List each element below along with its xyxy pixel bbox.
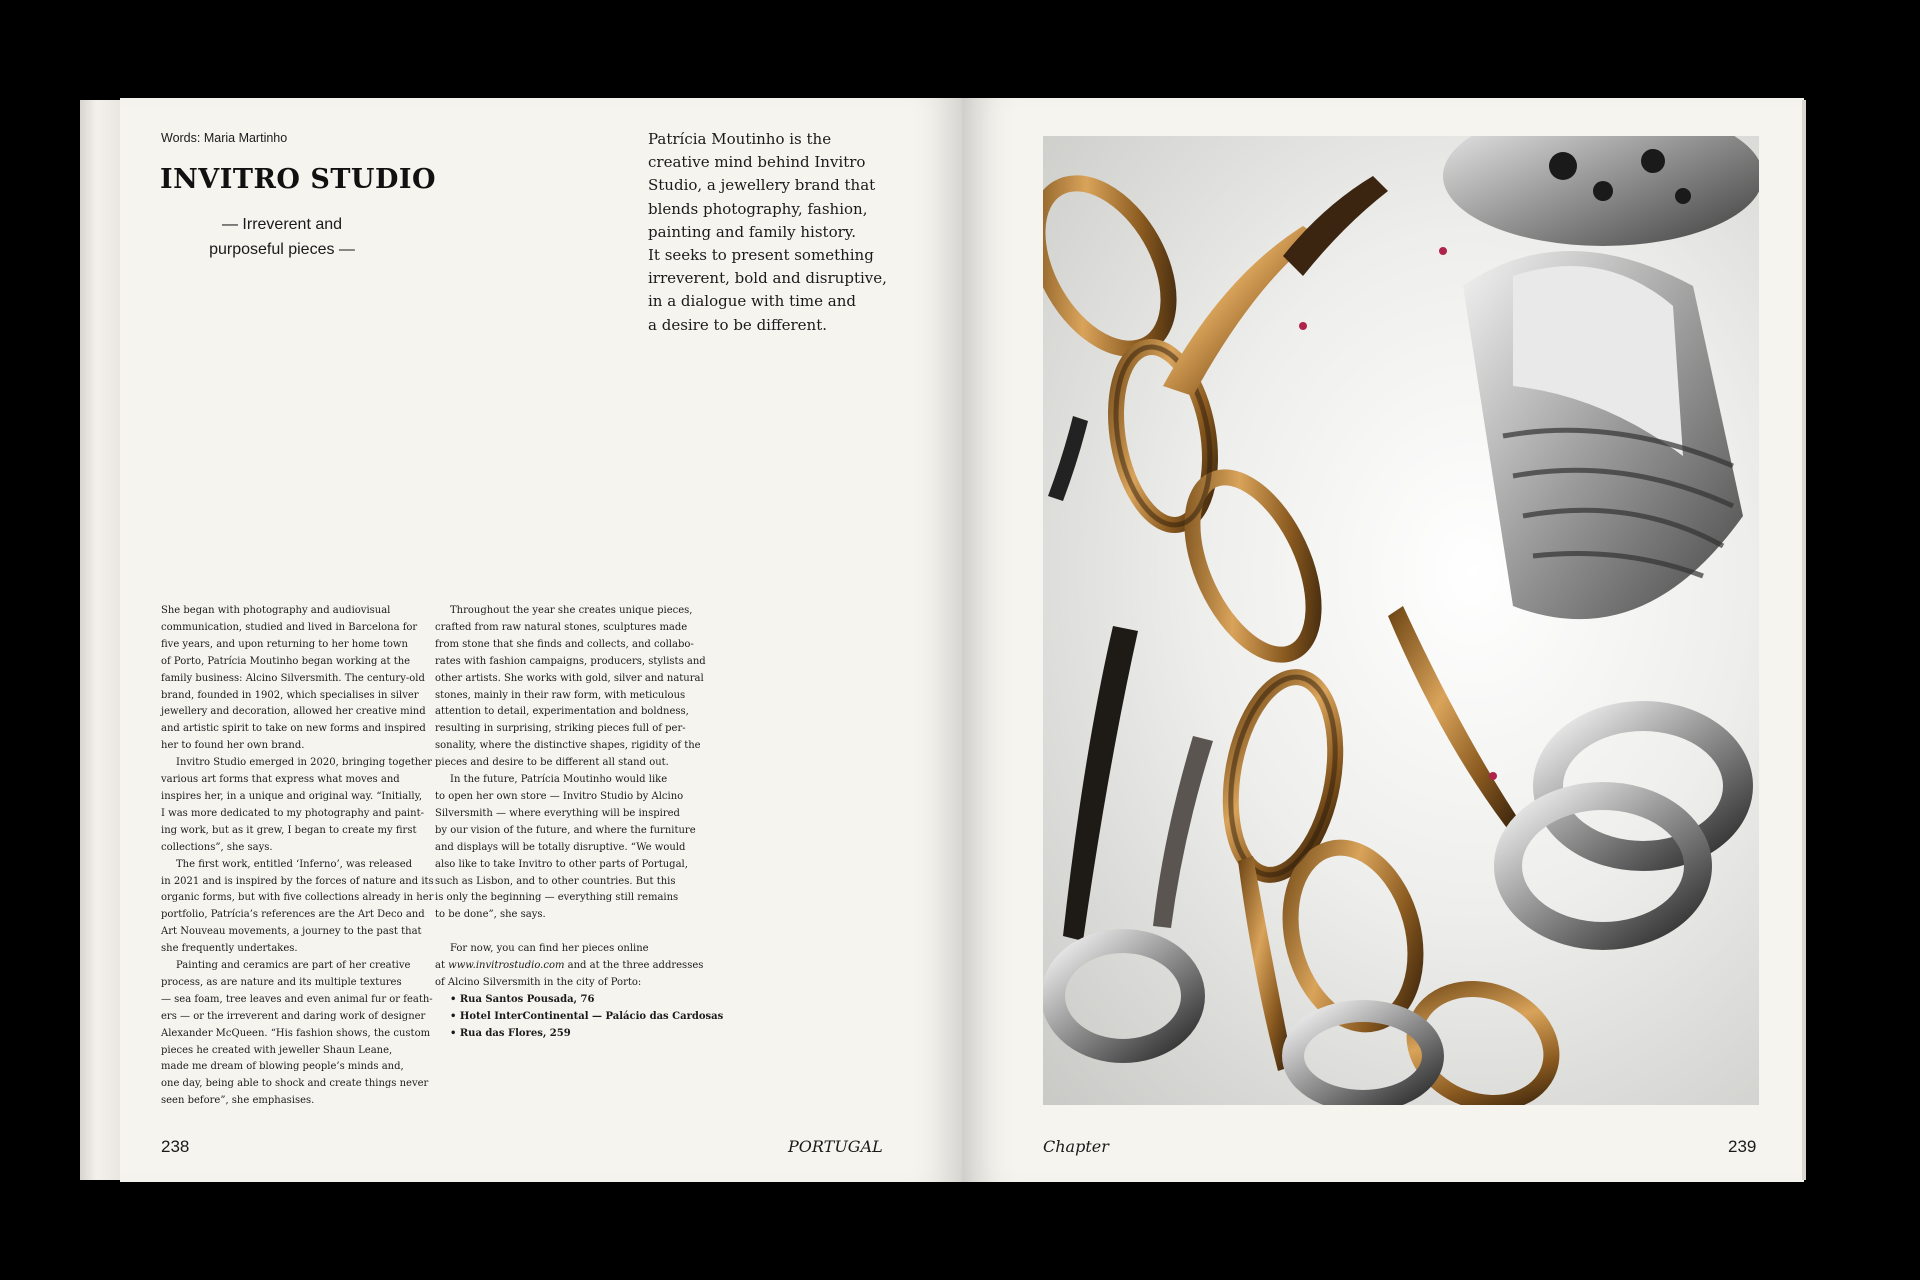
subtitle-line: — Irreverent and — [221, 216, 343, 233]
intro-line: a desire to be different. — [648, 315, 828, 334]
body-line: attention to detail, experimentation and boldness, — [435, 706, 689, 718]
intro-line: creative mind behind Invitro — [648, 153, 866, 172]
body-line: sonality, where the distinctive shapes, rigidity of the — [435, 740, 701, 752]
body-line: other artists. She works with gold, silver and natural — [435, 672, 704, 684]
intro-line: Studio, a jewellery brand that — [648, 176, 876, 195]
body-line: communication, studied and lived in Barcelona for — [161, 621, 418, 633]
body-line: ing work, but as it grew, I began to create my first — [161, 824, 417, 836]
body-line: jewellery and decoration, allowed her creative mind — [161, 706, 426, 718]
body-line: also like to take Invitro to other parts of Portugal, — [435, 858, 688, 870]
page-number-left: 238 — [161, 1137, 190, 1156]
body-line: Throughout the year she creates unique pieces, — [450, 605, 693, 616]
running-footer-left: PORTUGAL — [788, 1137, 883, 1156]
address-item: • Rua das Flores, 259 — [450, 1027, 571, 1039]
body-column-1 — [161, 603, 434, 1110]
body-line: In the future, Patrícia Moutinho would like — [450, 774, 668, 786]
body-line: seen before”, she emphasises. — [161, 1095, 315, 1107]
intro-line: blends photography, fashion, — [648, 199, 868, 218]
intro-line: painting and family history. — [648, 222, 857, 241]
article-subtitle — [160, 212, 404, 262]
book-edge-left — [80, 100, 122, 1180]
body-line: Alexander McQueen. “His fashion shows, the custom — [161, 1027, 431, 1039]
intro-line: Patrícia Moutinho is the — [648, 130, 832, 148]
body-line: in 2021 and is inspired by the forces of nature and its — [161, 875, 434, 887]
body-line: ers — or the irreverent and daring work of designer — [161, 1010, 426, 1022]
body-line: collections”, she says. — [161, 841, 273, 853]
body-line: from stone that she finds and collects, and collabo- — [435, 638, 694, 650]
body-line: — sea foam, tree leaves and even animal fur or feath- — [161, 993, 433, 1005]
running-footer-right: Chapter — [1043, 1137, 1109, 1156]
subtitle-line: purposeful pieces — — [209, 241, 355, 258]
body-line: stones, mainly in their raw form, with meticulous — [435, 689, 686, 701]
body-line: to open her own store — Invitro Studio by Alcino — [435, 790, 684, 802]
body-column-2 — [435, 603, 724, 1043]
page-number-right: 239 — [1728, 1137, 1757, 1156]
body-line: portfolio, Patrícia’s references are the Art Deco and — [161, 909, 425, 921]
body-line: five years, and upon returning to her home town — [161, 638, 408, 650]
body-line: and artistic spirit to take on new forms and inspired — [161, 723, 426, 735]
article-title: INVITRO STUDIO — [160, 164, 437, 195]
body-line: various art forms that express what moves and — [161, 774, 400, 786]
body-line: is only the beginning — everything still remains — [435, 892, 679, 904]
online-line: of Alcino Silversmith in the city of Porto: — [435, 976, 642, 988]
byline: Words: Maria Martinho — [161, 131, 288, 145]
book-edge-right — [1802, 100, 1806, 1180]
intro-paragraph — [648, 128, 888, 337]
body-line: resulting in surprising, striking pieces full of per- — [435, 723, 686, 735]
body-line: her to found her own brand. — [161, 740, 305, 752]
body-line: such as Lisbon, and to other countries. But this — [435, 875, 676, 887]
body-line: and displays will be totally disruptive. “We would — [435, 841, 686, 853]
body-line: to be done”, she says. — [435, 909, 546, 921]
body-line: The first work, entitled ‘Inferno’, was released — [176, 858, 413, 870]
body-line: Invitro Studio emerged in 2020, bringing together — [176, 757, 432, 769]
body-line: I was more dedicated to my photography and paint- — [161, 807, 424, 819]
address-item: • Hotel InterContinental — Palácio das Cardosas — [450, 1010, 724, 1022]
body-line: organic forms, but with five collections already in her — [161, 892, 434, 904]
body-line: process, as are nature and its multiple textures — [161, 976, 402, 988]
body-line: inspires her, in a unique and original way. “Initially, — [161, 790, 423, 802]
body-line: She began with photography and audiovisual — [161, 605, 391, 616]
body-line: Art Nouveau movements, a journey to the past that — [161, 926, 422, 938]
jewellery-illustration — [1043, 136, 1759, 1105]
body-line: of Porto, Patrícia Moutinho began working at the — [161, 655, 411, 667]
body-line: pieces and desire to be different all stand out. — [435, 757, 669, 769]
address-item: • Rua Santos Pousada, 76 — [450, 993, 595, 1005]
jewellery-photo — [1043, 136, 1759, 1105]
body-line: family business: Alcino Silversmith. The century-old — [161, 672, 425, 684]
body-line: brand, founded in 1902, which specialises in silver — [161, 689, 419, 701]
intro-line: in a dialogue with time and — [648, 292, 857, 311]
body-line: by our vision of the future, and where the furniture — [435, 824, 696, 836]
body-line: pieces he created with jeweller Shaun Leane, — [161, 1044, 393, 1056]
body-line: one day, being able to shock and create things never — [161, 1078, 429, 1090]
intro-line: irreverent, bold and disruptive, — [648, 269, 887, 288]
website-link[interactable]: www.invitrostudio.com — [448, 960, 565, 972]
body-line: Painting and ceramics are part of her creative — [176, 960, 411, 972]
body-line: rates with fashion campaigns, producers, stylists and — [435, 655, 706, 667]
body-line: Silversmith — where everything will be inspired — [435, 807, 680, 819]
body-line: made me dream of blowing people’s minds and, — [161, 1061, 404, 1073]
online-website-line: at www.invitrostudio.com and at the three addresses — [435, 960, 704, 972]
body-line: crafted from raw natural stones, sculptures made — [435, 621, 688, 633]
body-line: she frequently undertakes. — [161, 943, 298, 955]
intro-line: It seeks to present something — [648, 246, 874, 265]
online-line: For now, you can find her pieces online — [450, 943, 649, 955]
